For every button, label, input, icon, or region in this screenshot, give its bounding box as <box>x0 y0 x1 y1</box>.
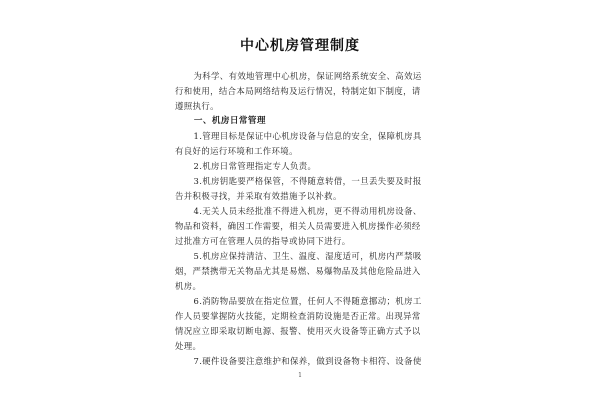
rule-line: 有良好的运行环境和工作环境。 <box>175 146 298 156</box>
intro-line: 遵照执行。 <box>175 101 219 111</box>
rule-line: 3.机房钥匙要严格保管，不得随意转借，一旦丢失要及时报 <box>193 176 422 186</box>
document-title: 中心机房管理制度 <box>240 38 360 54</box>
rule-line: 情况应立即采取切断电源、报警、使用灭火设备等正确方式予以 <box>175 326 421 336</box>
rule-line: 7.硬件设备要注意维护和保养，做到设备物卡相符、设备使 <box>193 356 422 366</box>
rule-line: 烟，严禁携带无关物品尤其是易燃、易爆物品及其他危险品进入 <box>175 266 421 276</box>
rule-line: 6.消防物品要放在指定位置，任何人不得随意挪动；机房工 <box>193 296 422 306</box>
rule-line: 机房。 <box>175 281 202 291</box>
intro-line: 为科学、有效地管理中心机房，保证网络系统安全、高效运 <box>193 71 422 81</box>
rule-line: 作人员要掌握防火技能，定期检查消防设施是否正常。出现异常 <box>175 311 421 321</box>
rule-line: 4.无关人员未经批准不得进入机房，更不得动用机房设备、 <box>193 206 422 216</box>
intro-line: 行和使用，结合本局网络结构及运行情况，特制定如下制度，请 <box>175 86 421 96</box>
section-heading: 一、机房日常管理 <box>193 116 266 126</box>
rule-line: 1.管理目标是保证中心机房设备与信息的安全，保障机房具 <box>193 131 422 141</box>
rule-line: 处理。 <box>175 341 202 351</box>
rule-line: 告并积极寻找，并采取有效措施予以补救。 <box>175 191 342 201</box>
rule-line: 物品和资料，确因工作需要，相关人员需要进入机房操作必须经 <box>175 221 421 231</box>
page-number: 1 <box>298 372 302 379</box>
rule-line: 过批准方可在管理人员的指导或协同下进行。 <box>175 236 351 246</box>
rule-line: 2.机房日常管理指定专人负责。 <box>193 161 317 171</box>
rule-line: 5.机房应保持清洁、卫生、温度、湿度适可，机房内严禁吸 <box>193 251 422 261</box>
